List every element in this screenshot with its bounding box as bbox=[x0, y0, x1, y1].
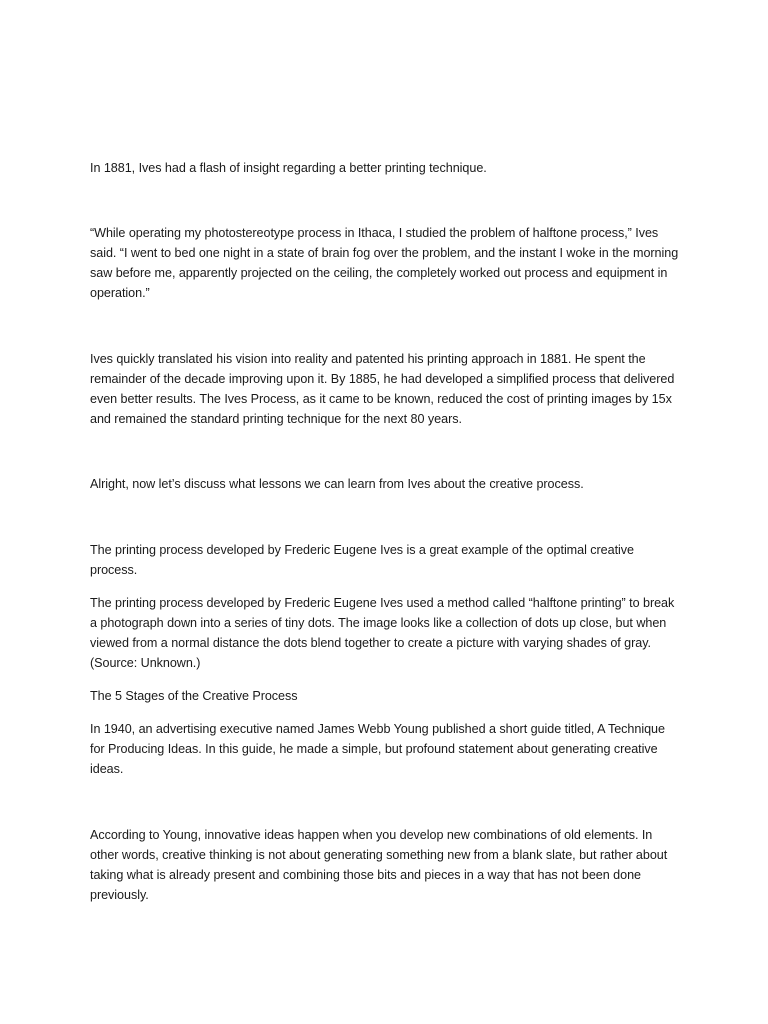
paragraph-lessons: Alright, now let’s discuss what lessons we can learn from Ives about the creative process. bbox=[90, 477, 584, 491]
paragraph-young-guide: In 1940, an advertising executive named James Webb Young published a short guide titled, A Technique for Producing Ideas. In this guide, he made a simple, but profound statement about generating creative ideas. bbox=[90, 722, 665, 776]
paragraph-patent: Ives quickly translated his vision into reality and patented his printing approach in 1881. He spent the remainder of the decade improving upon it. By 1885, he had developed a simplified process that delivered even better results. The Ives Process, as it came to be known, reduced the cost of printing images by 15x and remained the standard printing technique for the next 80 years. bbox=[90, 352, 675, 426]
paragraph-combinations: According to Young, innovative ideas happen when you develop new combinations of old elements. In other words, creative thinking is not about generating something new from a blank slate, but rather about taking what is already present and combining those bits and pieces in a way that has not been done previously. bbox=[90, 828, 668, 902]
paragraph-optimal-process: The printing process developed by Frederic Eugene Ives is a great example of the optimal creative process. bbox=[90, 543, 634, 577]
paragraph-ives-quote: “While operating my photostereotype process in Ithaca, I studied the problem of halftone process,” Ives said. “I went to bed one night in a state of brain fog over the problem, and the instant I woke in the morning saw before me, apparently projected on the ceiling, the completely worked out process and equipment in operation.” bbox=[90, 226, 679, 300]
paragraph-insight: In 1881, Ives had a flash of insight regarding a better printing technique. bbox=[90, 161, 487, 175]
paragraph-halftone: The printing process developed by Frederic Eugene Ives used a method called “halftone printing” to break a photograph down into a series of tiny dots. The image looks like a collection of dots up close, but when viewed from a normal distance the dots blend together to create a picture with varying shades of gray. (Source: Unknown.) bbox=[90, 596, 675, 670]
section-heading: The 5 Stages of the Creative Process bbox=[90, 689, 298, 703]
